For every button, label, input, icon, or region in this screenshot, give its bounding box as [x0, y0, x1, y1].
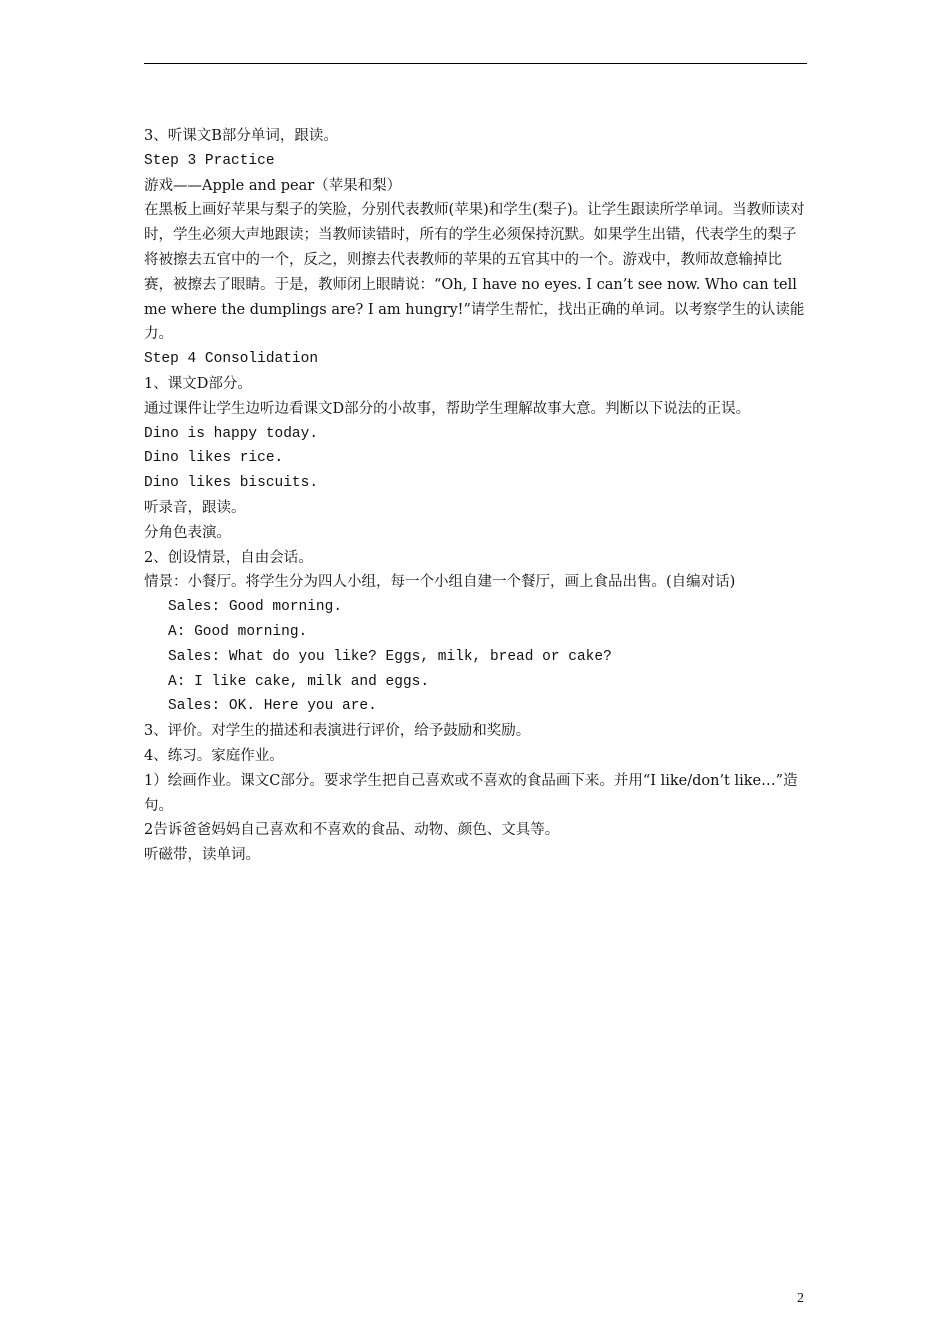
- paragraph: 2告诉爸爸妈妈自己喜欢和不喜欢的食品、动物、颜色、文具等。: [144, 822, 560, 839]
- paragraph: 1、课文D部分。: [144, 375, 252, 392]
- dialogue-line: Sales: OK. Here you are.: [168, 698, 377, 715]
- paragraph: 通过课件让学生边听边看课文D部分的小故事，帮助学生理解故事大意。判断以下说法的正误。: [144, 400, 751, 417]
- paragraph: 在黑板上画好苹果与梨子的笑脸，分别代表教师(苹果)和学生(梨子)。让学生跟读所学单词。当教师读对时，学生必须大声地跟读；当教师读错时，所有的学生必须保持沉默。如果学生出错，代表学生的梨子将被擦去五官中的一个，反之，则擦去代表教师的苹果的五官其中的一个。游戏中，教师故意输掉比赛，被擦去了眼睛。于是，教师闭上眼睛说：“Oh, I have no eyes. I can’t see now. Who can tell me where the dumplings are? I am hungry!”请学生帮忙，找出正确的单词。以考察学生的认读能力。: [144, 202, 805, 343]
- statement-line: Dino likes biscuits.: [144, 475, 319, 492]
- paragraph: 听录音，跟读。: [144, 499, 246, 516]
- dialogue-line: Sales: Good morning.: [168, 599, 343, 616]
- dialogue-line: Sales: What do you like? Eggs, milk, bread or cake?: [168, 648, 612, 665]
- page-number: 2: [797, 1291, 804, 1306]
- section-heading: Step 4 Consolidation: [144, 351, 319, 368]
- paragraph: 听磁带，读单词。: [144, 847, 260, 864]
- header-rule: [144, 63, 807, 64]
- paragraph: 3、评价。对学生的描述和表演进行评价，给予鼓励和奖励。: [144, 723, 531, 740]
- section-heading: Step 3 Practice: [144, 152, 275, 169]
- dialogue-line: A: Good morning.: [168, 623, 308, 640]
- paragraph: 情景：小餐厅。将学生分为四人小组，每一个小组自建一个餐厅，画上食品出售。(自编对话): [144, 574, 736, 591]
- dialogue-line: A: I like cake, milk and eggs.: [168, 673, 430, 690]
- paragraph: 2、创设情景，自由会话。: [144, 549, 313, 566]
- paragraph: 3、听课文B部分单词，跟读。: [144, 128, 338, 144]
- statement-line: Dino likes rice.: [144, 450, 284, 467]
- document-body: [144, 124, 810, 868]
- paragraph: 4、练习。家庭作业。: [144, 747, 284, 764]
- paragraph: 1）绘画作业。课文C部分。要求学生把自己喜欢或不喜欢的食品画下来。并用“I like/don’t like…”造句。: [144, 772, 798, 814]
- paragraph: 分角色表演。: [144, 524, 231, 541]
- statement-line: Dino is happy today.: [144, 425, 319, 442]
- paragraph: 游戏——Apple and pear（苹果和梨）: [144, 177, 402, 194]
